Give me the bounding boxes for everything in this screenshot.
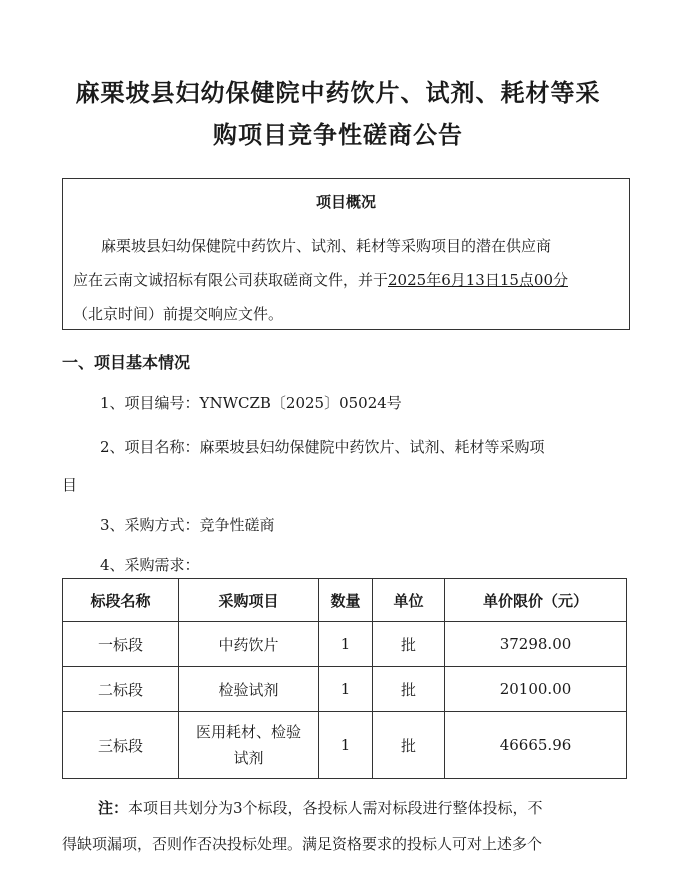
table-row	[63, 712, 627, 779]
project-name: 2、项目名称：麻栗坡县妇幼保健院中药饮片、试剂、耗材等采购项	[100, 438, 545, 456]
note-text-1: 本项目共划分为3个标段，各投标人需对标段进行整体投标，不	[128, 799, 543, 817]
procurement-item-line-2: 试剂	[233, 749, 264, 767]
note-label: 注：	[98, 799, 129, 817]
procurement-item	[179, 712, 319, 779]
overview-paragraph	[73, 229, 621, 331]
table-header-row	[63, 579, 627, 622]
procurement-requirements-label: 4、采购需求：	[100, 556, 200, 574]
unit-price-limit: 37298.00	[445, 622, 627, 667]
requirements-table	[62, 578, 627, 779]
unit: 批	[373, 622, 445, 667]
table-row	[63, 667, 627, 712]
unit-price-limit: 20100.00	[445, 667, 627, 712]
title-line-1: 麻栗坡县妇幼保健院中药饮片、试剂、耗材等采	[75, 78, 601, 107]
quantity: 1	[319, 622, 373, 667]
unit-price-limit: 46665.96	[445, 712, 627, 779]
overview-line-1: 麻栗坡县妇幼保健院中药饮片、试剂、耗材等采购项目的潜在供应商	[101, 237, 552, 255]
overview-heading: 项目概况	[315, 193, 376, 211]
project-name-continued: 目	[62, 476, 78, 494]
lot-name: 二标段	[63, 667, 179, 712]
announcement-title	[40, 72, 636, 156]
title-line-2: 购项目竞争性磋商公告	[213, 120, 463, 149]
header-procurement-item: 采购项目	[179, 579, 319, 622]
note-line-2: 得缺项漏项，否则作否决投标处理。满足资格要求的投标人可对上述多个	[62, 835, 543, 853]
lot-name: 三标段	[63, 712, 179, 779]
quantity: 1	[319, 667, 373, 712]
procurement-item: 检验试剂	[179, 667, 319, 712]
unit: 批	[373, 712, 445, 779]
submission-deadline: 2025年6月13日15点00分	[388, 271, 568, 289]
unit: 批	[373, 667, 445, 712]
overview-line-2	[73, 263, 621, 297]
procurement-item-line-1: 医用耗材、检验	[195, 723, 301, 741]
section-basic-info-heading: 一、项目基本情况	[62, 353, 191, 372]
note-paragraph	[62, 790, 630, 862]
table-row	[63, 622, 627, 667]
procurement-method: 3、采购方式：竞争性磋商	[100, 516, 275, 534]
header-unit: 单位	[373, 579, 445, 622]
header-quantity: 数量	[319, 579, 373, 622]
procurement-item: 中药饮片	[179, 622, 319, 667]
project-overview-box	[62, 178, 630, 330]
project-number: 1、项目编号：YNWCZB〔2025〕05024号	[100, 394, 402, 412]
overview-line-3: （北京时间）前提交响应文件。	[73, 305, 284, 323]
lot-name: 一标段	[63, 622, 179, 667]
overview-line-2-prefix: 应在云南文诚招标有限公司获取磋商文件，并于	[73, 271, 389, 289]
quantity: 1	[319, 712, 373, 779]
note-line-1	[62, 790, 630, 826]
header-lot-name: 标段名称	[63, 579, 179, 622]
header-unit-price-limit: 单价限价（元）	[445, 579, 627, 622]
